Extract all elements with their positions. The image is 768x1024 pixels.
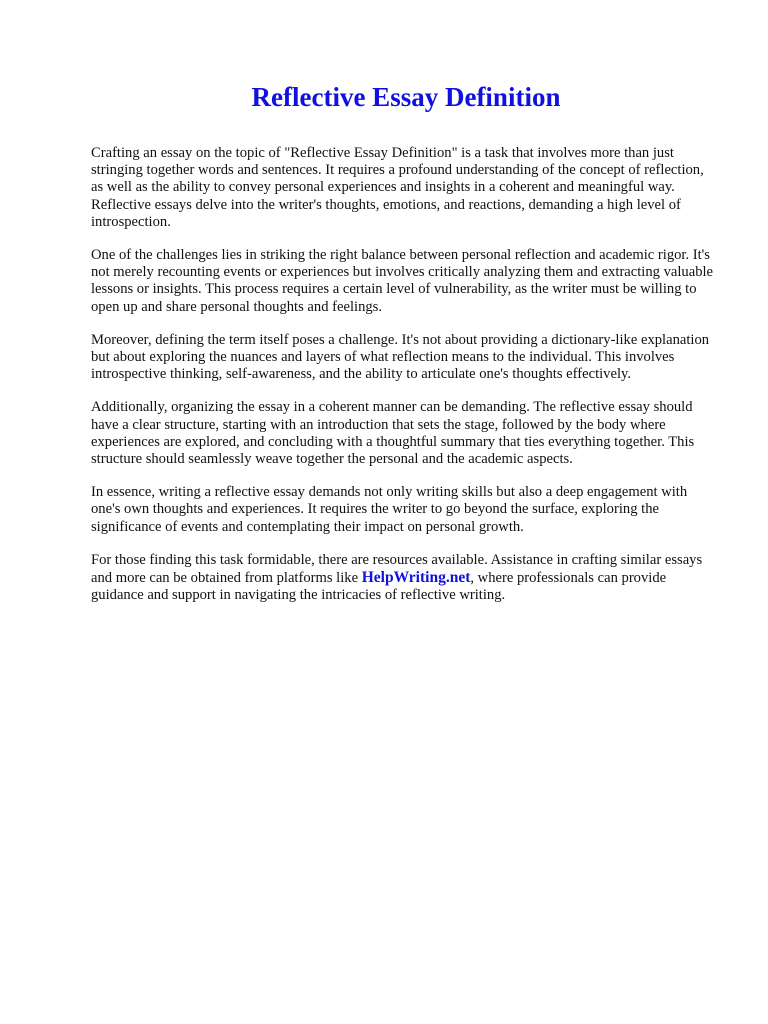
paragraph-1: Crafting an essay on the topic of "Reflective Essay Definition" is a task that involves more than just stringing together words and sentences. It requires a profound understanding of the concept of reflection, as well as the ability to convey personal experiences and insights in a coherent and meaningful way. Reflective essays delve into the writer's thoughts, emotions, and reactions, demanding a high level of introspection. bbox=[91, 145, 704, 230]
helpwriting-link[interactable]: HelpWriting.net bbox=[361, 569, 471, 587]
paragraph-6-text-before-link: For those finding this task formidable, there are resources available. Assistance in crafting similar essays and more can be obtained from platforms like bbox=[91, 551, 703, 587]
paragraph-5: In essence, writing a reflective essay demands not only writing skills but also a deep engagement with one's own thoughts and experiences. It requires the writer to go beyond the surface, exploring the significance of events and contemplating their impact on personal growth. bbox=[91, 484, 688, 535]
document-title: Reflective Essay Definition bbox=[251, 82, 561, 112]
document-body bbox=[91, 145, 716, 620]
paragraph-6 bbox=[91, 552, 716, 605]
paragraph-3: Moreover, defining the term itself poses a challenge. It's not about providing a dictionary-like explanation but about exploring the nuances and layers of what reflection means to the individual. This involves introspective thinking, self-awareness, and the ability to articulate one's thoughts effectively. bbox=[91, 331, 710, 383]
paragraph-6-text-after-link: , where professionals can provide guidance and support in navigating the intricacies of reflective writing. bbox=[91, 570, 667, 604]
paragraph-2: One of the challenges lies in striking the right balance between personal reflection and academic rigor. It's not merely recounting events or experiences but involves critically analyzing them and extracting valuable lessons or insights. This process requires a certain level of vulnerability, as the writer must be willing to open up and share personal thoughts and feelings. bbox=[91, 247, 714, 315]
paragraph-4: Additionally, organizing the essay in a coherent manner can be demanding. The reflective essay should have a clear structure, starting with an introduction that sets the stage, followed by the body where experiences are explored, and concluding with a thoughtful summary that ties everything together. This structure should seamlessly weave together the personal and the academic aspects. bbox=[91, 399, 695, 468]
